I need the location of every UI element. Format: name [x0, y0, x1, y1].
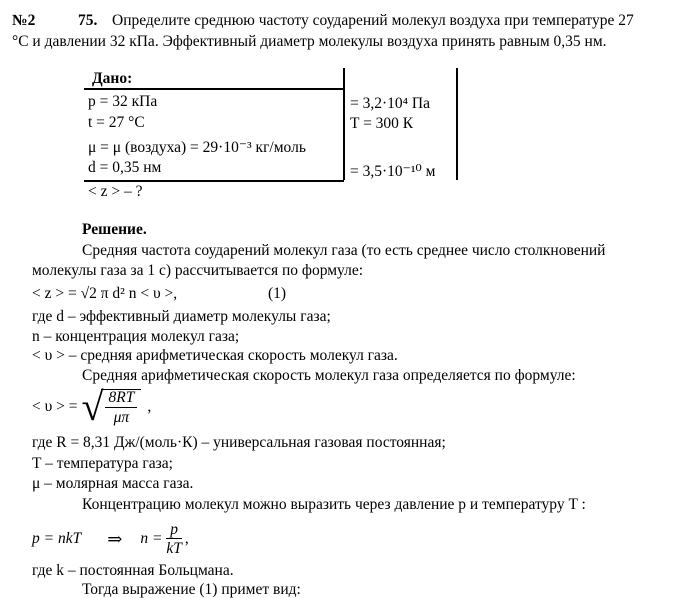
given-find: < z > – ? — [88, 183, 143, 200]
given-d: d = 0,35 нм — [88, 159, 162, 176]
given-p-si: = 3,2·10⁴ Па — [350, 95, 431, 112]
formula-2-num: 8RT — [105, 390, 137, 408]
given-t: t = 27 °C — [88, 114, 145, 131]
formula-3-left: p = nkT — [32, 530, 82, 548]
given-d-si: = 3,5·10⁻¹⁰ м — [350, 163, 436, 180]
problem-text-line2: °С и давлении 32 кПа. Эффективный диаметр молекулы воздуха принять равным 0,35 нм. — [12, 33, 607, 50]
solution-p1-line1: Средняя частота соударений молекул газа (то есть среднее число столкновений — [82, 242, 606, 259]
formula-3 — [32, 518, 189, 560]
formula-1-number: (1) — [268, 285, 287, 302]
given-divider — [343, 68, 345, 180]
formula-3-num: p — [166, 522, 182, 540]
given-underline — [84, 88, 344, 90]
solution-p1-line2: молекулы газа за 1 с) рассчитывается по формуле: — [32, 262, 364, 279]
formula-2-lhs: < υ > = — [32, 398, 78, 416]
sqrt-icon: √ — [81, 384, 104, 429]
solution-p2: Средняя арифметическая скорость молекул газа определяется по формуле: — [82, 367, 576, 384]
formula-2-den: μπ — [113, 408, 130, 426]
where-T: T – температура газа; — [32, 455, 173, 472]
where-mu: μ – молярная масса газа. — [32, 475, 194, 492]
solution-p4: Тогда выражение (1) примет вид: — [82, 581, 301, 598]
solution-p3: Концентрацию молекул можно выразить через давление p и температуру T : — [82, 496, 586, 513]
formula-3-fraction — [166, 522, 182, 557]
where-R: где R = 8,31 Дж/(моль·К) – универсальная газовая постоянная; — [32, 434, 446, 451]
formula-3-tail: , — [184, 530, 189, 548]
problem-number: №2 — [12, 12, 36, 29]
given-T-si: T = 300 К — [350, 115, 414, 132]
formula-2-tail: , — [147, 398, 152, 416]
solution-heading: Решение. — [82, 221, 147, 238]
find-separator — [84, 180, 344, 182]
convert-divider — [456, 68, 458, 180]
formula-2 — [32, 385, 151, 429]
where-n: n – концентрация молекул газа; — [32, 328, 240, 345]
formula-3-lhs: n = — [140, 530, 163, 548]
given-header: Дано: — [92, 70, 133, 87]
formula-1: < z > = √2 π d² n < υ >, — [32, 285, 178, 302]
given-mu: μ = μ (воздуха) = 29·10⁻³ кг/моль — [88, 139, 306, 156]
given-p: p = 32 кПа — [88, 93, 158, 110]
where-k: где k – постоянная Больцмана. — [32, 562, 234, 579]
task-number: 75. — [78, 12, 98, 29]
where-v: < υ > – средняя арифметическая скорость молекул газа. — [32, 347, 398, 364]
implies-arrow-icon: ⇒ — [107, 529, 123, 549]
formula-2-fraction — [101, 389, 141, 425]
problem-text-line1: Определите среднюю частоту соударений молекул воздуха при температуре 27 — [112, 12, 634, 29]
formula-3-den: kT — [166, 540, 182, 557]
where-d: где d – эффективный диаметр молекулы газа; — [32, 308, 331, 325]
